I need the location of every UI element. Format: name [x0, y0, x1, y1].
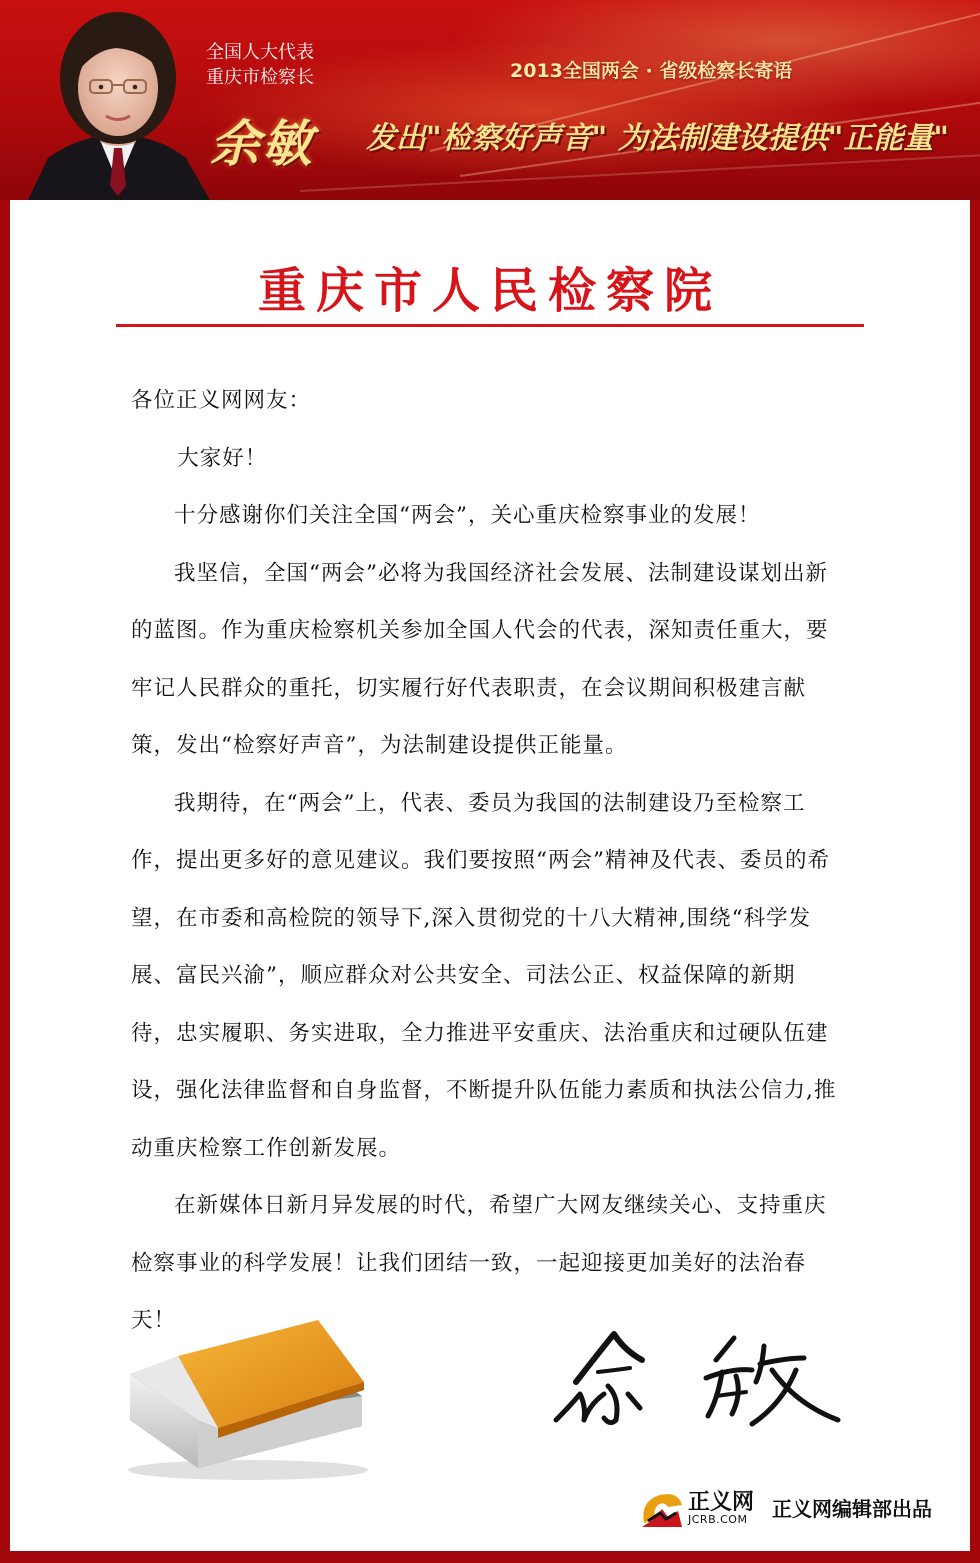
salutation: 各位正义网网友： — [131, 388, 312, 413]
logo-name: 正义网 — [688, 1490, 755, 1515]
logo-domain: JCRB.COM — [688, 1513, 748, 1526]
paragraph-2: 我坚信，全国“两会”必将为我国经济社会发展、法制建设谋划出新的蓝图。作为重庆检察机关参加全国人代会的代表，深知责任重大，要牢记人民群众的重托，切实履行好代表职责，在会议期间积极建言献策，发出“检察好声音”，为法制建设提供正能量。 — [131, 560, 829, 758]
paragraph-3: 我期待，在“两会”上，代表、委员为我国的法制建设乃至检察工作，提出更多好的意见建议。我们要按照“两会”精神及代表、委员的希望，在市委和高检院的领导下,深入贯彻党的十八大精神,围绕“科学发展、富民兴渝”，顺应群众对公共安全、司法公正、权益保障的新期待，忠实履职、务实进取，全力推进平安重庆、法治重庆和过硬队伍建设，强化法律监督和自身监督，不断提升队伍能力素质和执法公信力,推动重庆检察工作创新发展。 — [131, 790, 837, 1161]
letter-body — [131, 372, 837, 1350]
subtitle-line-1: 全国人大代表 — [206, 42, 314, 63]
editorial-credit: 正义网编辑部出品 — [772, 1497, 932, 1521]
folder-icon — [118, 1318, 370, 1486]
speaker-name: 余敏 — [210, 115, 314, 173]
org-title: 重庆市人民检察院 — [257, 263, 722, 319]
portrait-photo — [18, 8, 218, 200]
title-divider — [116, 324, 864, 327]
signature-image — [546, 1324, 846, 1434]
paragraph-4: 在新媒体日新月异发展的时代，希望广大网友继续关心、支持重庆检察事业的科学发展！让我们团结一致，一起迎接更加美好的法治春天！ — [131, 1193, 827, 1333]
letter-paper — [10, 200, 970, 1551]
series-title: 2013全国两会 · 省级检察长寄语 — [510, 60, 793, 82]
slogan: 发出"检察好声音" 为法制建设提供"正能量" — [366, 121, 949, 156]
paragraph-1: 十分感谢你们关注全国“两会”，关心重庆检察事业的发展！ — [174, 503, 761, 528]
jcrb-logo-icon — [638, 1487, 686, 1531]
delegate-subtitle — [206, 40, 314, 90]
header-banner — [0, 0, 980, 200]
greeting: 大家好！ — [177, 445, 268, 471]
footer-credit — [638, 1487, 968, 1537]
subtitle-line-2: 重庆市检察长 — [206, 67, 314, 88]
